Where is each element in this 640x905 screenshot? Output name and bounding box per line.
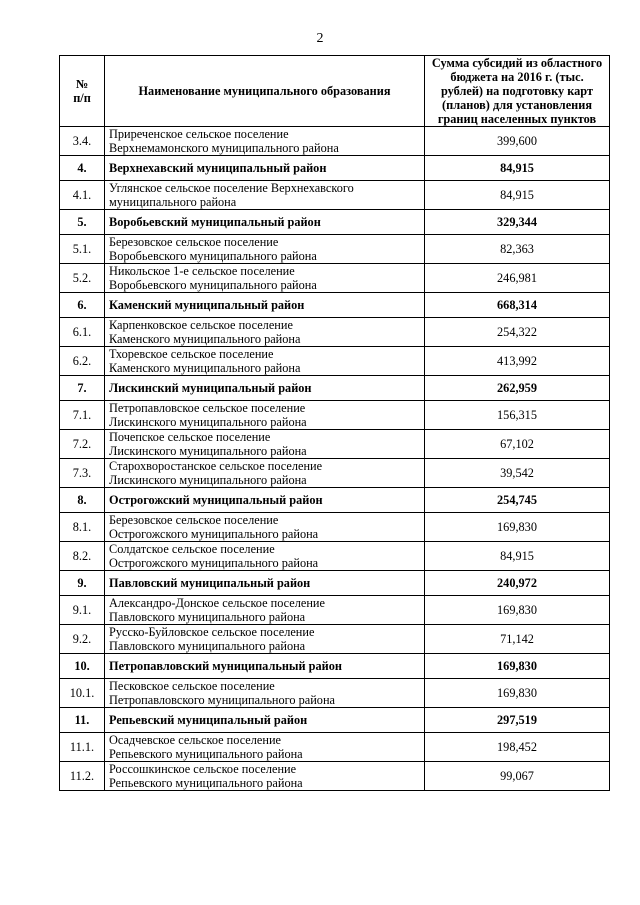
settlement-row [60,762,610,791]
municipality-name-line: Осадчевское сельское поселение [109,733,281,747]
subsidy-amount: 262,959 [425,376,610,401]
settlement-row [60,513,610,542]
municipality-name-line: Старохворостанское сельское поселение [109,459,323,473]
municipality-name [105,293,425,318]
municipality-name-line: Лискинского муниципального района [109,444,307,458]
subsidy-amount: 169,830 [425,596,610,625]
municipality-name [105,127,425,156]
municipality-name [105,596,425,625]
municipality-name [105,347,425,376]
municipality-name [105,513,425,542]
municipality-name-line: Петропавловского муниципального района [109,693,335,707]
row-number: 5.2. [60,264,105,293]
settlement-row [60,347,610,376]
subsidy-amount: 71,142 [425,625,610,654]
municipality-name-line: Павловского муниципального района [109,610,306,624]
municipality-name-line: Березовское сельское поселение [109,513,279,527]
municipality-name [105,318,425,347]
municipality-name [105,733,425,762]
municipality-name-line: Верхнемамонского муниципального района [109,141,339,155]
row-number: 4. [60,156,105,181]
municipality-name-line: Павловский муниципальный район [109,576,311,590]
subsidy-amount: 84,915 [425,156,610,181]
row-number: 10.1. [60,679,105,708]
settlement-row [60,127,610,156]
district-row [60,571,610,596]
header-name: Наименование муниципального образования [105,56,425,127]
municipality-name [105,264,425,293]
municipality-name-line: Репьевского муниципального района [109,776,303,790]
row-number: 8. [60,488,105,513]
subsidy-amount: 99,067 [425,762,610,791]
municipality-name [105,654,425,679]
municipality-name-line: Репьевского муниципального района [109,747,303,761]
row-number: 8.1. [60,513,105,542]
municipality-name-line: Солдатское сельское поселение [109,542,275,556]
page-number: 2 [316,31,324,46]
row-number: 7. [60,376,105,401]
municipality-name-line: Лискинского муниципального района [109,473,307,487]
settlement-row [60,264,610,293]
municipality-name [105,235,425,264]
municipality-name [105,708,425,733]
district-row [60,654,610,679]
settlement-row [60,401,610,430]
settlement-row [60,181,610,210]
row-number: 3.4. [60,127,105,156]
municipality-name-line: Каменский муниципальный район [109,298,305,312]
district-row [60,156,610,181]
subsidy-amount: 169,830 [425,513,610,542]
district-row [60,488,610,513]
municipality-name-line: Карпенковское сельское поселение [109,318,293,332]
municipality-name-line: Воробьевского муниципального района [109,278,317,292]
table-header [60,56,610,127]
row-number: 6. [60,293,105,318]
municipality-name-line: Никольское 1-е сельское поселение [109,264,295,278]
municipality-name-line: Приреченское сельское поселение [109,127,289,141]
municipality-name-line: Каменского муниципального района [109,361,301,375]
settlement-row [60,542,610,571]
municipality-name [105,459,425,488]
subsidy-amount: 169,830 [425,654,610,679]
municipality-name [105,542,425,571]
row-number: 4.1. [60,181,105,210]
municipality-name-line: Воробьевский муниципальный район [109,215,321,229]
subsidy-amount: 84,915 [425,181,610,210]
district-row [60,376,610,401]
settlement-row [60,430,610,459]
municipality-name-line: Александро-Донское сельское поселение [109,596,325,610]
municipality-name [105,181,425,210]
municipality-name-line: Тхоревское сельское поселение [109,347,274,361]
row-number: 6.2. [60,347,105,376]
municipality-name-line: Павловского муниципального района [109,639,306,653]
subsidy-amount: 67,102 [425,430,610,459]
municipality-name-line: Березовское сельское поселение [109,235,279,249]
municipality-name-line: Острогожского муниципального района [109,527,319,541]
row-number: 7.1. [60,401,105,430]
municipality-name [105,401,425,430]
subsidy-amount: 399,600 [425,127,610,156]
row-number: 10. [60,654,105,679]
municipality-name-line: Петропавловское сельское поселение [109,401,306,415]
row-number: 11. [60,708,105,733]
subsidy-amount: 82,363 [425,235,610,264]
municipality-name-line: Воробьевского муниципального района [109,249,317,263]
subsidy-amount: 329,344 [425,210,610,235]
subsidy-amount: 156,315 [425,401,610,430]
subsidy-amount: 413,992 [425,347,610,376]
municipality-name-line: муниципального района [109,195,237,209]
municipality-name-line: Лискинского муниципального района [109,415,307,429]
district-row [60,708,610,733]
municipality-name-line: Русско-Буйловское сельское поселение [109,625,315,639]
district-row [60,293,610,318]
municipality-name [105,679,425,708]
subsidy-amount: 254,745 [425,488,610,513]
district-row [60,210,610,235]
subsidy-amount: 198,452 [425,733,610,762]
municipality-name-line: Песковское сельское поселение [109,679,275,693]
subsidy-amount: 297,519 [425,708,610,733]
settlement-row [60,679,610,708]
settlement-row [60,625,610,654]
subsidy-amount: 254,322 [425,318,610,347]
table-body [60,127,610,791]
settlement-row [60,235,610,264]
row-number: 6.1. [60,318,105,347]
subsidy-amount: 240,972 [425,571,610,596]
municipality-name-line: Почепское сельское поселение [109,430,271,444]
municipality-name-line: Острогожского муниципального района [109,556,319,570]
municipality-name [105,571,425,596]
municipality-name [105,376,425,401]
municipality-name [105,430,425,459]
municipality-name-line: Петропавловский муниципальный район [109,659,342,673]
settlement-row [60,459,610,488]
settlement-row [60,733,610,762]
settlement-row [60,318,610,347]
subsidy-table [59,55,610,791]
row-number: 9. [60,571,105,596]
header-sum: Сумма субсидий из областного бюджета на 2016 г. (тыс. рублей) на подготовку карт (планов) для установления границ населенных пунктов [425,56,610,127]
municipality-name [105,625,425,654]
row-number: 7.3. [60,459,105,488]
row-number: 11.1. [60,733,105,762]
subsidy-amount: 668,314 [425,293,610,318]
row-number: 5.1. [60,235,105,264]
row-number: 7.2. [60,430,105,459]
municipality-name-line: Россошкинское сельское поселение [109,762,297,776]
subsidy-amount: 84,915 [425,542,610,571]
settlement-row [60,596,610,625]
row-number: 9.2. [60,625,105,654]
row-number: 11.2. [60,762,105,791]
header-num: № п/п [60,56,105,127]
row-number: 8.2. [60,542,105,571]
municipality-name-line: Лискинский муниципальный район [109,381,312,395]
subsidy-amount: 169,830 [425,679,610,708]
municipality-name-line: Верхнехавский муниципальный район [109,161,327,175]
municipality-name-line: Каменского муниципального района [109,332,301,346]
row-number: 9.1. [60,596,105,625]
subsidy-amount: 246,981 [425,264,610,293]
municipality-name-line: Углянское сельское поселение Верхнехавского [109,181,354,195]
municipality-name-line: Репьевский муниципальный район [109,713,308,727]
municipality-name [105,762,425,791]
municipality-name [105,488,425,513]
row-number: 5. [60,210,105,235]
municipality-name [105,210,425,235]
municipality-name-line: Острогожский муниципальный район [109,493,323,507]
subsidy-amount: 39,542 [425,459,610,488]
municipality-name [105,156,425,181]
